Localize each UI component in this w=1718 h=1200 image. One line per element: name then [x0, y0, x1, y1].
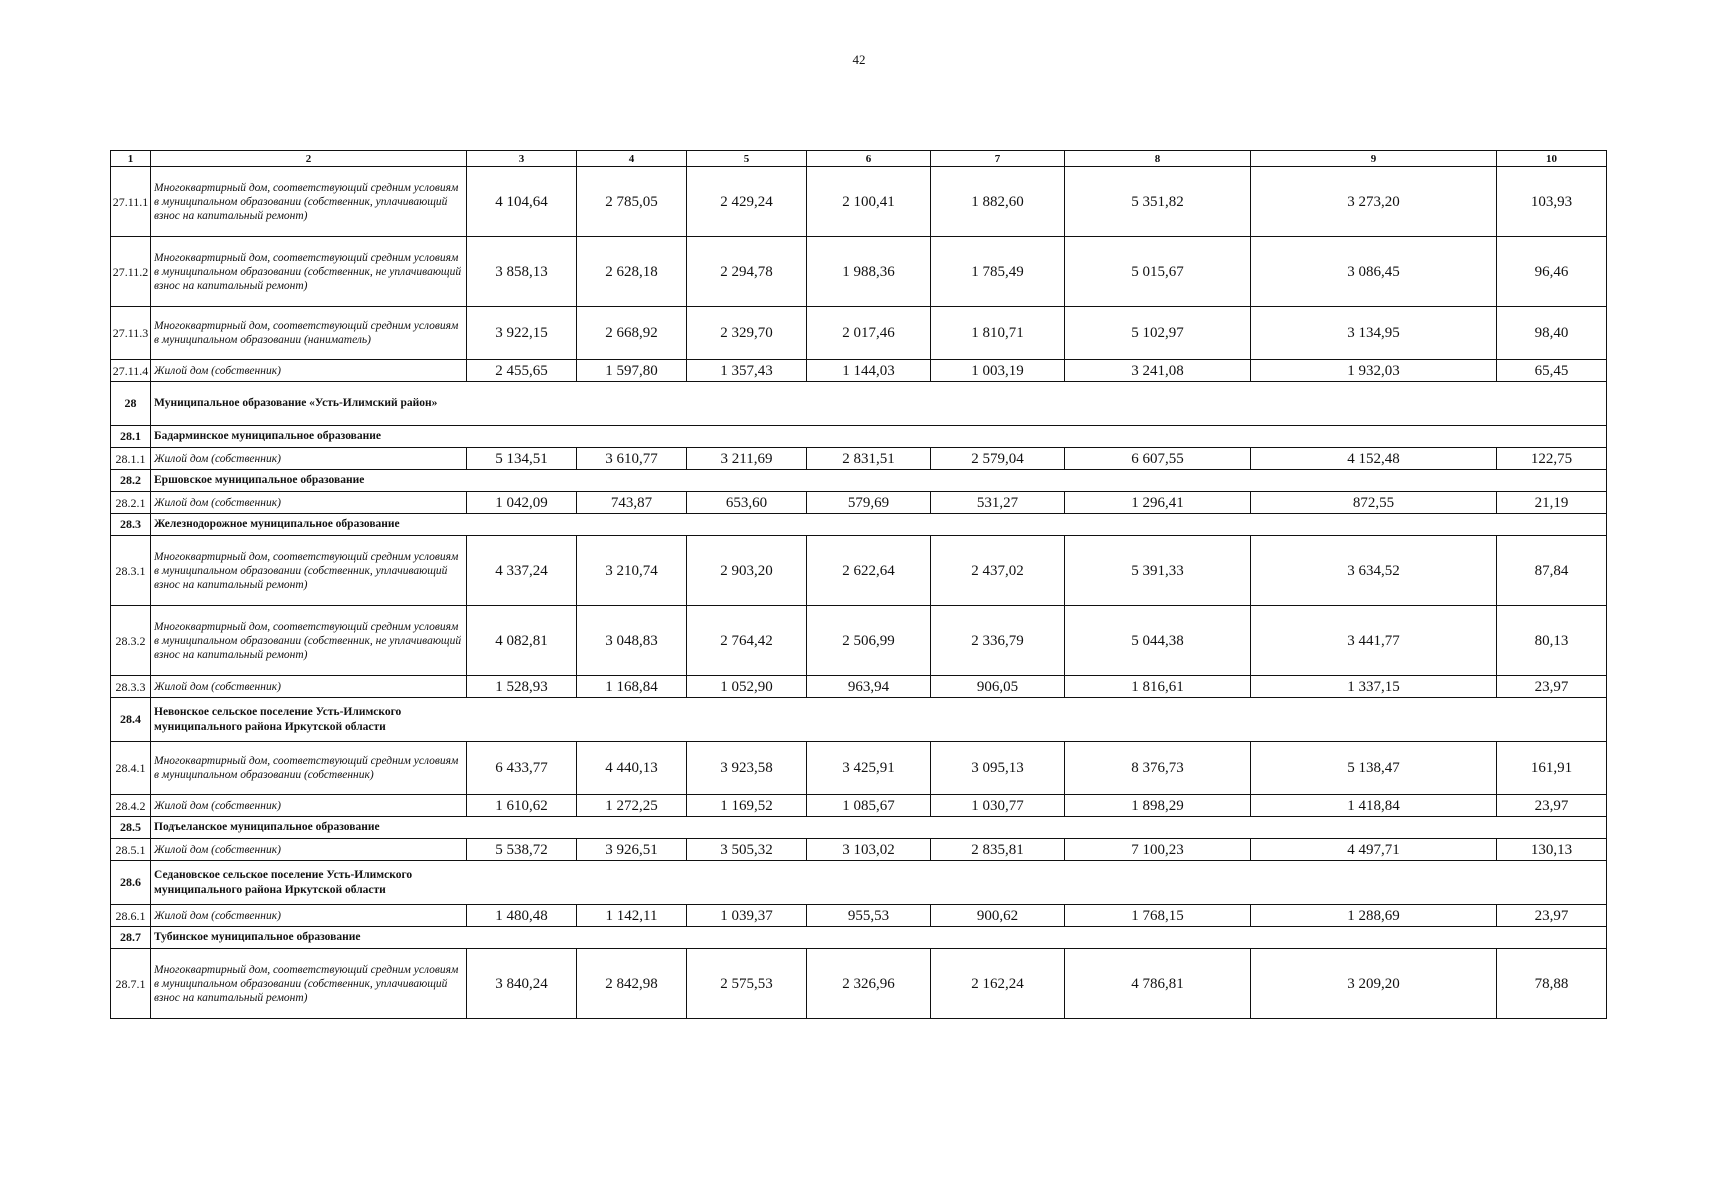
- value-cell: 7 100,23: [1065, 839, 1251, 861]
- row-code: 27.11.3: [111, 307, 151, 360]
- value-cell: 2 835,81: [931, 839, 1065, 861]
- value-cell: 900,62: [931, 905, 1065, 927]
- row-code: 28.4: [111, 698, 151, 742]
- value-cell: 5 138,47: [1251, 742, 1497, 795]
- value-cell: 96,46: [1497, 237, 1607, 307]
- value-cell: 4 337,24: [467, 536, 577, 606]
- value-cell: 5 102,97: [1065, 307, 1251, 360]
- row-name: Жилой дом (собственник): [151, 492, 467, 514]
- row-name: Многоквартирный дом, соответствующий средним условиям в муниципальном образовании (наниматель): [151, 307, 467, 360]
- value-cell: 3 441,77: [1251, 606, 1497, 676]
- row-code: 27.11.2: [111, 237, 151, 307]
- row-name: Многоквартирный дом, соответствующий средним условиям в муниципальном образовании (собственник, уплачивающий взнос на капитальный ремонт): [151, 949, 467, 1019]
- table-row: [111, 742, 1607, 795]
- value-cell: 130,13: [1497, 839, 1607, 861]
- value-cell: 1 418,84: [1251, 795, 1497, 817]
- value-cell: 1 610,62: [467, 795, 577, 817]
- column-header: 5: [687, 151, 807, 167]
- value-cell: 2 162,24: [931, 949, 1065, 1019]
- section-title: [151, 861, 1607, 905]
- table-row: [111, 795, 1607, 817]
- row-name: Многоквартирный дом, соответствующий средним условиям в муниципальном образовании (собственник, не уплачивающий взнос на капитальный ремонт): [151, 237, 467, 307]
- value-cell: 103,93: [1497, 167, 1607, 237]
- value-cell: 2 100,41: [807, 167, 931, 237]
- row-code: 28.5.1: [111, 839, 151, 861]
- value-cell: 1 337,15: [1251, 676, 1497, 698]
- table-row: [111, 167, 1607, 237]
- value-cell: 2 437,02: [931, 536, 1065, 606]
- value-cell: 78,88: [1497, 949, 1607, 1019]
- value-cell: 579,69: [807, 492, 931, 514]
- value-cell: 3 048,83: [577, 606, 687, 676]
- table-row: [111, 536, 1607, 606]
- value-cell: 2 575,53: [687, 949, 807, 1019]
- row-code: 28.6.1: [111, 905, 151, 927]
- value-cell: 3 425,91: [807, 742, 931, 795]
- value-cell: 5 391,33: [1065, 536, 1251, 606]
- value-cell: 2 455,65: [467, 360, 577, 382]
- value-cell: 4 786,81: [1065, 949, 1251, 1019]
- section-row: [111, 426, 1607, 448]
- value-cell: 906,05: [931, 676, 1065, 698]
- value-cell: 23,97: [1497, 676, 1607, 698]
- row-name: Жилой дом (собственник): [151, 905, 467, 927]
- value-cell: 1 042,09: [467, 492, 577, 514]
- value-cell: 5 538,72: [467, 839, 577, 861]
- section-row: [111, 470, 1607, 492]
- section-title: [151, 514, 1607, 536]
- value-cell: 1 003,19: [931, 360, 1065, 382]
- value-cell: 1 768,15: [1065, 905, 1251, 927]
- section-title: [151, 698, 1607, 742]
- value-cell: 2 429,24: [687, 167, 807, 237]
- value-cell: 2 579,04: [931, 448, 1065, 470]
- value-cell: 3 922,15: [467, 307, 577, 360]
- value-cell: 2 764,42: [687, 606, 807, 676]
- row-name: Многоквартирный дом, соответствующий средним условиям в муниципальном образовании (собственник): [151, 742, 467, 795]
- value-cell: 3 926,51: [577, 839, 687, 861]
- value-cell: 1 810,71: [931, 307, 1065, 360]
- value-cell: 1 272,25: [577, 795, 687, 817]
- value-cell: 2 326,96: [807, 949, 931, 1019]
- value-cell: 1 296,41: [1065, 492, 1251, 514]
- value-cell: 1 882,60: [931, 167, 1065, 237]
- value-cell: 1 816,61: [1065, 676, 1251, 698]
- value-cell: 4 440,13: [577, 742, 687, 795]
- value-cell: 3 840,24: [467, 949, 577, 1019]
- section-title: [151, 426, 1607, 448]
- section-title: [151, 927, 1607, 949]
- table-row: [111, 905, 1607, 927]
- value-cell: 1 169,52: [687, 795, 807, 817]
- column-header: 6: [807, 151, 931, 167]
- tariff-table: [110, 150, 1607, 1019]
- value-cell: 122,75: [1497, 448, 1607, 470]
- value-cell: 1 039,37: [687, 905, 807, 927]
- value-cell: 23,97: [1497, 905, 1607, 927]
- row-code: 28.3.2: [111, 606, 151, 676]
- section-title: [151, 470, 1607, 492]
- value-cell: 1 357,43: [687, 360, 807, 382]
- value-cell: 963,94: [807, 676, 931, 698]
- row-code: 27.11.4: [111, 360, 151, 382]
- value-cell: 1 288,69: [1251, 905, 1497, 927]
- value-cell: 3 273,20: [1251, 167, 1497, 237]
- row-code: 28: [111, 382, 151, 426]
- value-cell: 2 329,70: [687, 307, 807, 360]
- value-cell: 2 336,79: [931, 606, 1065, 676]
- table-row: [111, 307, 1607, 360]
- section-title-text: Седановское сельское поселение Усть-Илимского муниципального района Иркутской области: [154, 868, 413, 896]
- value-cell: 2 622,64: [807, 536, 931, 606]
- row-code: 28.6: [111, 861, 151, 905]
- value-cell: 1 597,80: [577, 360, 687, 382]
- row-code: 28.3: [111, 514, 151, 536]
- value-cell: 23,97: [1497, 795, 1607, 817]
- value-cell: 1 898,29: [1065, 795, 1251, 817]
- value-cell: 2 506,99: [807, 606, 931, 676]
- row-code: 28.4.2: [111, 795, 151, 817]
- section-row: [111, 382, 1607, 426]
- value-cell: 2 785,05: [577, 167, 687, 237]
- value-cell: 87,84: [1497, 536, 1607, 606]
- value-cell: 3 103,02: [807, 839, 931, 861]
- value-cell: 5 134,51: [467, 448, 577, 470]
- value-cell: 6 433,77: [467, 742, 577, 795]
- column-header: 2: [151, 151, 467, 167]
- row-name: Жилой дом (собственник): [151, 360, 467, 382]
- table-row: [111, 606, 1607, 676]
- column-header: 9: [1251, 151, 1497, 167]
- row-code: 28.4.1: [111, 742, 151, 795]
- value-cell: 161,91: [1497, 742, 1607, 795]
- value-cell: 2 831,51: [807, 448, 931, 470]
- value-cell: 1 932,03: [1251, 360, 1497, 382]
- section-title-text: Тубинское муниципальное образование: [154, 931, 361, 943]
- section-title: [151, 817, 1607, 839]
- row-name: Жилой дом (собственник): [151, 795, 467, 817]
- value-cell: 3 086,45: [1251, 237, 1497, 307]
- value-cell: 3 134,95: [1251, 307, 1497, 360]
- section-row: [111, 698, 1607, 742]
- value-cell: 8 376,73: [1065, 742, 1251, 795]
- value-cell: 2 294,78: [687, 237, 807, 307]
- table-row: [111, 237, 1607, 307]
- value-cell: 4 082,81: [467, 606, 577, 676]
- value-cell: 5 044,38: [1065, 606, 1251, 676]
- value-cell: 6 607,55: [1065, 448, 1251, 470]
- column-header: 1: [111, 151, 151, 167]
- value-cell: 3 211,69: [687, 448, 807, 470]
- value-cell: 1 052,90: [687, 676, 807, 698]
- value-cell: 3 634,52: [1251, 536, 1497, 606]
- column-header: 4: [577, 151, 687, 167]
- row-code: 28.3.1: [111, 536, 151, 606]
- row-code: 28.7: [111, 927, 151, 949]
- value-cell: 1 528,93: [467, 676, 577, 698]
- value-cell: 3 923,58: [687, 742, 807, 795]
- value-cell: 5 015,67: [1065, 237, 1251, 307]
- value-cell: 955,53: [807, 905, 931, 927]
- value-cell: 2 628,18: [577, 237, 687, 307]
- section-row: [111, 514, 1607, 536]
- value-cell: 1 785,49: [931, 237, 1065, 307]
- section-row: [111, 927, 1607, 949]
- column-header: 7: [931, 151, 1065, 167]
- section-title-text: Железнодорожное муниципальное образование: [154, 518, 400, 530]
- value-cell: 2 668,92: [577, 307, 687, 360]
- row-code: 28.2: [111, 470, 151, 492]
- section-title: [151, 382, 1607, 426]
- value-cell: 4 104,64: [467, 167, 577, 237]
- value-cell: 2 903,20: [687, 536, 807, 606]
- value-cell: 3 610,77: [577, 448, 687, 470]
- value-cell: 1 168,84: [577, 676, 687, 698]
- value-cell: 1 142,11: [577, 905, 687, 927]
- value-cell: 1 480,48: [467, 905, 577, 927]
- row-name: Многоквартирный дом, соответствующий средним условиям в муниципальном образовании (собственник, уплачивающий взнос на капитальный ремонт): [151, 536, 467, 606]
- table-row: [111, 492, 1607, 514]
- section-title-text: Подъеланское муниципальное образование: [154, 821, 380, 833]
- value-cell: 65,45: [1497, 360, 1607, 382]
- value-cell: 872,55: [1251, 492, 1497, 514]
- value-cell: 3 858,13: [467, 237, 577, 307]
- row-code: 28.1: [111, 426, 151, 448]
- value-cell: 4 497,71: [1251, 839, 1497, 861]
- table-row: [111, 839, 1607, 861]
- value-cell: 1 144,03: [807, 360, 931, 382]
- value-cell: 2 842,98: [577, 949, 687, 1019]
- column-header: 8: [1065, 151, 1251, 167]
- value-cell: 21,19: [1497, 492, 1607, 514]
- value-cell: 2 017,46: [807, 307, 931, 360]
- value-cell: 3 095,13: [931, 742, 1065, 795]
- row-code: 28.1.1: [111, 448, 151, 470]
- value-cell: 1 085,67: [807, 795, 931, 817]
- value-cell: 1 030,77: [931, 795, 1065, 817]
- value-cell: 3 505,32: [687, 839, 807, 861]
- row-name: Жилой дом (собственник): [151, 839, 467, 861]
- section-title-text: Бадарминское муниципальное образование: [154, 430, 381, 442]
- table-row: [111, 676, 1607, 698]
- value-cell: 5 351,82: [1065, 167, 1251, 237]
- section-row: [111, 861, 1607, 905]
- value-cell: 3 241,08: [1065, 360, 1251, 382]
- value-cell: 531,27: [931, 492, 1065, 514]
- row-code: 28.2.1: [111, 492, 151, 514]
- row-code: 28.7.1: [111, 949, 151, 1019]
- value-cell: 1 988,36: [807, 237, 931, 307]
- section-title-text: Муниципальное образование «Усть-Илимский район»: [154, 397, 438, 409]
- header-row: [111, 151, 1607, 167]
- section-row: [111, 817, 1607, 839]
- section-title-text: Невонское сельское поселение Усть-Илимского муниципального района Иркутской области: [154, 705, 402, 733]
- value-cell: 3 209,20: [1251, 949, 1497, 1019]
- value-cell: 80,13: [1497, 606, 1607, 676]
- row-name: Многоквартирный дом, соответствующий средним условиям в муниципальном образовании (собственник, не уплачивающий взнос на капитальный ремонт): [151, 606, 467, 676]
- value-cell: 98,40: [1497, 307, 1607, 360]
- table-row: [111, 448, 1607, 470]
- section-title-text: Ершовское муниципальное образование: [154, 474, 365, 486]
- row-name: Жилой дом (собственник): [151, 448, 467, 470]
- row-code: 28.5: [111, 817, 151, 839]
- column-header: 10: [1497, 151, 1607, 167]
- table-row: [111, 949, 1607, 1019]
- row-code: 28.3.3: [111, 676, 151, 698]
- table-row: [111, 360, 1607, 382]
- value-cell: 743,87: [577, 492, 687, 514]
- row-name: Многоквартирный дом, соответствующий средним условиям в муниципальном образовании (собственник, уплачивающий взнос на капитальный ремонт): [151, 167, 467, 237]
- value-cell: 3 210,74: [577, 536, 687, 606]
- value-cell: 653,60: [687, 492, 807, 514]
- row-code: 27.11.1: [111, 167, 151, 237]
- column-header: 3: [467, 151, 577, 167]
- page-number: 42: [852, 52, 866, 67]
- value-cell: 4 152,48: [1251, 448, 1497, 470]
- row-name: Жилой дом (собственник): [151, 676, 467, 698]
